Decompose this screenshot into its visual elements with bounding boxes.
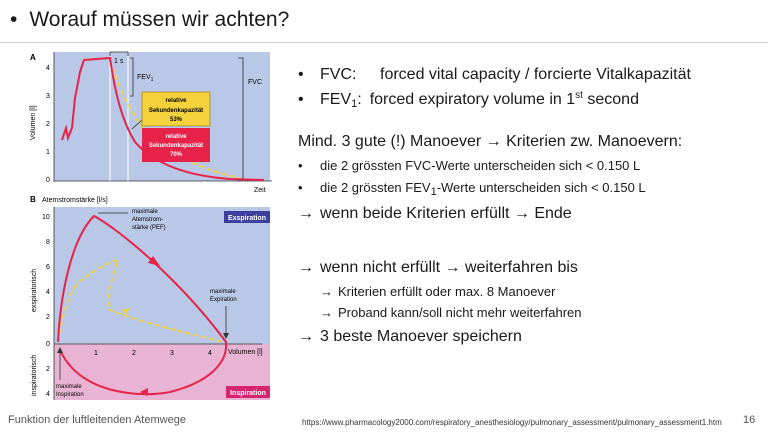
- bullet-dot: •: [298, 66, 304, 83]
- criterion-fvc: • die 2 grössten FVC-Werte unterscheiden sich < 0.150 L: [298, 158, 641, 174]
- fvc-label: FVC:: [320, 66, 357, 83]
- footer-left: Funktion der luftleitenden Atemwege: [8, 414, 186, 426]
- figure-b-exspiratorisch-label: exspiratorisch: [31, 268, 38, 312]
- figure-b-letter: B: [30, 195, 36, 204]
- fev1-line: [298, 89, 758, 112]
- criterion-fev1: • die 2 grössten $FEV_1$-Werte unterscheiden sich < 0.150 L: [298, 179, 646, 198]
- arrow-icon: →: [298, 259, 314, 277]
- figure-a-red-box-text: Sekundenkapazität: [148, 143, 204, 149]
- figure-b-inspiration-tag-text: Inspiration: [230, 390, 266, 397]
- figure-a-red-box-text: relative: [165, 134, 187, 140]
- figure-a-1s-label: 1 s: [114, 58, 124, 65]
- content-bullets: [298, 64, 758, 347]
- arrow-icon: →: [320, 283, 333, 299]
- figure-b-exspiration-tag-text: Exspiration: [227, 215, 267, 222]
- figure-b-y-tick: 2: [46, 366, 50, 373]
- figure-a-yellow-box-text: relative: [165, 98, 187, 104]
- title-bullet: •: [10, 8, 18, 31]
- figure-b-y-axis-title: Atemstromstärke [l/s]: [42, 197, 108, 204]
- if-criteria-not-met: → wenn nicht erfüllt → weiterfahren bis: [298, 257, 758, 279]
- fvc-description: forced vital capacity / forcierte Vitalkapazität: [380, 66, 691, 83]
- figure-b-maxinsp-label: maximale: [56, 384, 82, 390]
- figure-b-y-tick: 4: [46, 289, 50, 296]
- figure-b-y-tick: 6: [46, 264, 50, 271]
- figure-a-x-axis-label: Zeit: [254, 187, 266, 194]
- figure-b-y-tick: 10: [42, 214, 50, 221]
- figure-a-letter: A: [30, 53, 36, 62]
- figure-a-y-axis-label: Volumen [l]: [30, 105, 37, 140]
- figure-a-y-tick: 4: [46, 65, 50, 72]
- fev1-description: forced expiratory volume in 1st second: [369, 89, 639, 108]
- figure-b-maxexp-label: Expiration: [210, 297, 237, 303]
- figure-b-maxexp-label: maximale: [210, 289, 236, 295]
- save-best-manoever: → 3 beste Manoever speichern: [298, 326, 758, 348]
- figure-b-y-tick: 4: [46, 391, 50, 398]
- footer-url[interactable]: https://www.pharmacology2000.com/respiratory_anesthesiology/pulmonary_assessment/pulmonary_assessment1.htm: [302, 418, 722, 427]
- page-number: 16: [743, 414, 756, 426]
- figure-a-y-tick: 2: [46, 121, 50, 128]
- figure-b-x-tick: 4: [208, 350, 212, 357]
- slide-title: Worauf müssen wir achten?: [29, 8, 290, 31]
- figure-b-y-tick: 2: [46, 314, 50, 321]
- figure-b-x-tick: 1: [94, 350, 98, 357]
- arrow-icon: →: [320, 305, 333, 321]
- figure-a-yellow-box-text: 53%: [169, 117, 183, 123]
- if-criteria-met: → wenn beide Kriterien erfüllt → Ende: [298, 203, 758, 225]
- figure-a-y-tick: 1: [46, 149, 50, 156]
- figure-b-pef-label: Atemstrom-: [132, 217, 164, 223]
- figure-b-pef-label: maximale: [132, 209, 158, 215]
- manoever-criteria-heading: Mind. 3 gute (!) Manoever → Kriterien zw. Manoevern:: [298, 133, 683, 151]
- figure-b-y-tick: 0: [46, 341, 50, 348]
- fvc-line: [298, 64, 758, 86]
- figure-a-fvc-label: FVC: [248, 79, 262, 86]
- figure-b-inspiratorisch-label: inspiratorisch: [31, 354, 38, 396]
- figure-a-y-tick: 3: [46, 93, 50, 100]
- figure-b-x-axis-label: Volumen [l]: [228, 349, 263, 356]
- bullet-dot: •: [298, 90, 304, 108]
- figure-b-x-tick: 2: [132, 350, 136, 357]
- figure-b-pef-label: stärke (PEF): [132, 225, 166, 231]
- fev1-label: $FEV_1$:: [320, 90, 362, 110]
- continue-until-criteria: → Kriterien erfüllt oder max. 8 Manoever: [320, 283, 556, 299]
- arrow-icon: →: [298, 327, 314, 345]
- figure-a-y-tick: 0: [46, 177, 50, 184]
- figure-a-fev1-label: $FEV_1$: [137, 74, 154, 83]
- continue-until-proband: → Proband kann/soll nicht mehr weiterfahren: [320, 305, 582, 321]
- arrow-icon: →: [298, 205, 314, 223]
- figure-b-maxinsp-label: Inspiration: [56, 392, 84, 398]
- spirometry-figure: [0, 0, 290, 410]
- figure-a-red-box-text: 70%: [169, 152, 183, 158]
- figure-b-x-tick: 3: [170, 350, 174, 357]
- figure-b-y-tick: 8: [46, 239, 50, 246]
- figure-a-yellow-box-text: Sekundenkapazität: [148, 108, 204, 114]
